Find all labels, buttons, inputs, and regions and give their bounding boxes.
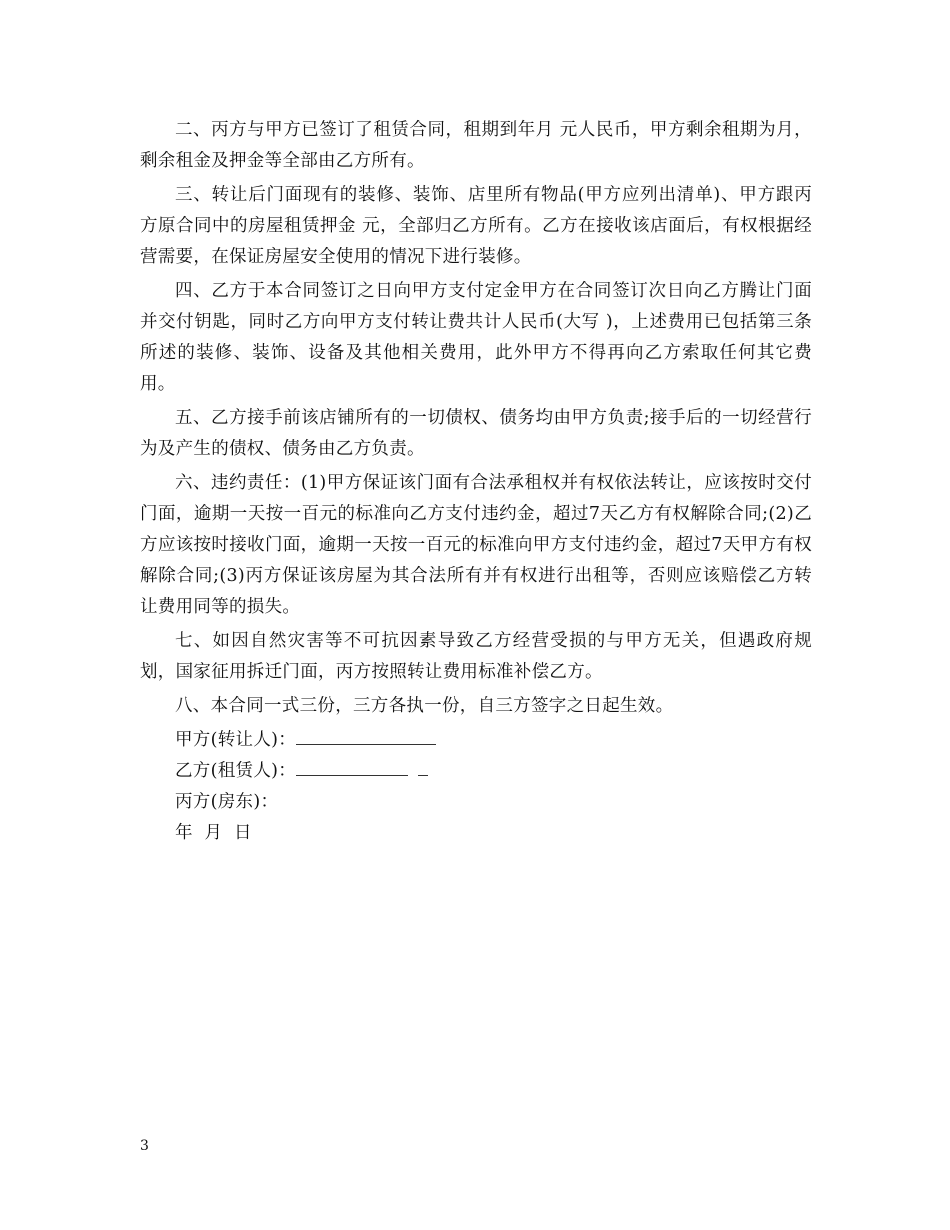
contract-body — [140, 115, 812, 849]
clause-2: 二、丙方与甲方已签订了租赁合同，租期到年月 元人民币，甲方剩余租期为月，剩余租金及押金等全部由乙方所有。 — [140, 120, 812, 171]
party-b-label: 乙方(租赁人)： — [175, 761, 297, 781]
party-b-signature-blank-tail — [418, 761, 428, 776]
clause-5: 五、乙方接手前该店铺所有的一切债权、债务均由甲方负责;接手后的一切经营行为及产生的债权、债务由乙方负责。 — [140, 408, 812, 459]
signature-party-b — [140, 756, 812, 787]
party-a-label: 甲方(转让人)： — [175, 730, 297, 750]
signature-party-c — [140, 787, 812, 818]
signature-party-a — [140, 725, 812, 756]
clause-7: 七、如因自然灾害等不可抗因素导致乙方经营受损的与甲方无关，但遇政府规划，国家征用拆迁门面，丙方按照转让费用标准补偿乙方。 — [140, 631, 812, 682]
party-b-signature-blank — [296, 761, 408, 776]
signature-date — [140, 818, 812, 849]
party-a-signature-blank — [296, 730, 436, 745]
party-c-label: 丙方(房东)： — [175, 792, 279, 812]
clause-8: 八、本合同一式三份，三方各执一份，自三方签字之日起生效。 — [175, 696, 674, 716]
clause-4: 四、乙方于本合同签订之日向甲方支付定金甲方在合同签订次日向乙方腾让门面并交付钥匙，同时乙方向甲方支付转让费共计人民币(大写 )，上述费用已包括第三条所述的装修、装饰、设备及其他相关费用，此外甲方不得再向乙方索取任何其它费用。 — [140, 281, 812, 394]
date-label: 年 月 日 — [175, 823, 252, 843]
clause-6: 六、违约责任：(1)甲方保证该门面有合法承租权并有权依法转让，应该按时交付门面，逾期一天按一百元的标准向乙方支付违约金，超过7天乙方有权解除合同;(2)乙方应该按时接收门面，逾期一天按一百元的标准向甲方支付违约金，超过7天甲方有权解除合同;(3)丙方保证该房屋为其合法所有并有权进行出租等，否则应该赔偿乙方转让费用同等的损失。 — [140, 473, 812, 617]
clause-3: 三、转让后门面现有的装修、装饰、店里所有物品(甲方应列出清单)、甲方跟丙方原合同中的房屋租赁押金 元，全部归乙方所有。乙方在接收该店面后，有权根据经营需要，在保证房屋安全使用的情况下进行装修。 — [140, 185, 812, 267]
page-number: 3 — [140, 1138, 149, 1154]
